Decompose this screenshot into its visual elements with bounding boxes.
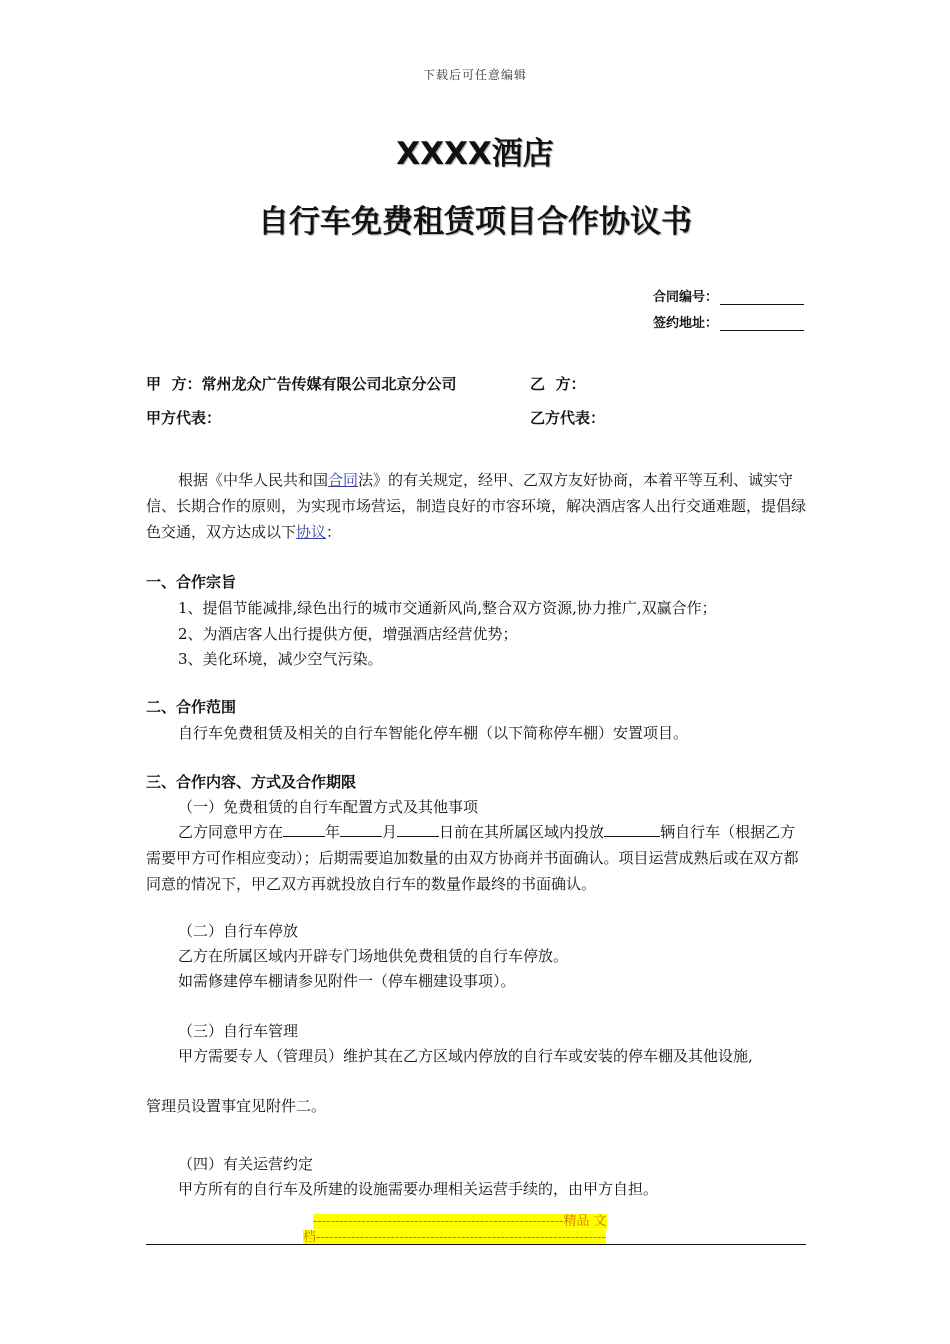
intro-text-3: ： <box>326 523 342 541</box>
sub1-text-a: 乙方同意甲方在 <box>178 823 284 841</box>
subsection4-text: 甲方所有的自行车及所建的设施需要办理相关运营手续的，由甲方自担。 <box>178 1180 659 1198</box>
sub1-text-c: 辆自行车（根据乙方需要甲方可作相应变动）；后期需要追加数量的由双方协商并书面确认。项目运营成熟后或在双方都同意的情况下，甲乙双方再就投放自行车的数量作最终的书面确认。 <box>146 823 799 893</box>
party-a: 甲 方：常州龙众广告传媒有限公司北京分公司 <box>146 375 457 393</box>
subsection1-title: （一）免费租赁的自行车配置方式及其他事项 <box>178 798 479 816</box>
footer-banner-line2 <box>0 1226 950 1245</box>
subsection2-line: 如需修建停车棚请参见附件一（停车棚建设事项）。 <box>178 972 516 990</box>
section3-heading: 三、合作内容、方式及合作期限 <box>146 773 357 791</box>
intro-text-1: 根据《中华人民共和国 <box>178 471 329 489</box>
footer-banner-text-1: ---------------------------------------------------------精品 文 <box>313 1214 607 1229</box>
party-a-representative: 甲方代表： <box>146 409 222 427</box>
sign-place-field <box>653 312 804 331</box>
section1-item: 2、为酒店客人出行提供方便，增强酒店经营优势； <box>178 625 518 643</box>
section2-heading: 二、合作范围 <box>146 698 237 716</box>
subsection3-line: 管理员设置事宜见附件二。 <box>146 1097 327 1115</box>
subsection1-paragraph <box>146 819 808 897</box>
subsection2-line: 乙方在所属区域内开辟专门场地供免费租赁的自行车停放。 <box>178 947 569 965</box>
quantity-blank <box>604 822 660 837</box>
contract-number-label: 合同编号： <box>652 290 718 305</box>
section1-item: 1、提倡节能减排,绿色出行的城市交通新风尚,整合双方资源,协力推广,双赢合作； <box>178 599 717 617</box>
footer-rule <box>146 1244 806 1245</box>
section1-heading: 一、合作宗旨 <box>146 573 237 591</box>
section2-text: 自行车免费租赁及相关的自行车智能化停车棚（以下简称停车棚）安置项目。 <box>178 724 689 742</box>
header-note: 下载后可任意编辑 <box>422 68 527 82</box>
section1-item: 3、美化环境，减少空气污染。 <box>178 650 383 668</box>
footer-banner-text-2: 档------------------------------------------------------------------ <box>303 1230 606 1245</box>
contract-law-link[interactable]: 合同 <box>328 471 359 489</box>
subsection3-title: （三）自行车管理 <box>178 1022 299 1040</box>
sign-place-label: 签约地址： <box>652 316 718 331</box>
subsection3-paragraph: 甲方需要专人（管理员）维护其在乙方区域内停放的自行车或安装的停车棚及其他设施, <box>178 1047 753 1065</box>
day-blank <box>397 822 439 837</box>
document-title-line1: XXXX酒店 <box>396 136 554 172</box>
month-label: 月 <box>382 823 398 841</box>
contract-number-field <box>653 286 804 305</box>
subsection4-title: （四）有关运营约定 <box>178 1155 314 1173</box>
agreement-link[interactable]: 协议 <box>296 523 327 541</box>
year-label: 年 <box>325 823 341 841</box>
sign-place-blank <box>720 316 804 331</box>
subsection2-title: （二）自行车停放 <box>178 922 299 940</box>
intro-paragraph <box>146 467 808 545</box>
document-title-line2: 自行车免费租赁项目合作协议书 <box>258 204 692 240</box>
party-b-representative: 乙方代表： <box>530 409 606 427</box>
month-blank <box>340 822 382 837</box>
contract-number-blank <box>720 290 804 305</box>
year-blank <box>283 822 325 837</box>
party-b: 乙 方： <box>530 375 586 393</box>
intro-text-2: 法》的有关规定，经甲、乙双方友好协商，本着平等互利、诚实守信、长期合作的原则，为实现市场营运，制造良好的市容环境，解决酒店客人出行交通难题，提倡绿色交通，双方达成以下 <box>146 471 807 541</box>
sub1-text-b: 日前在其所属区域内投放 <box>439 823 605 841</box>
